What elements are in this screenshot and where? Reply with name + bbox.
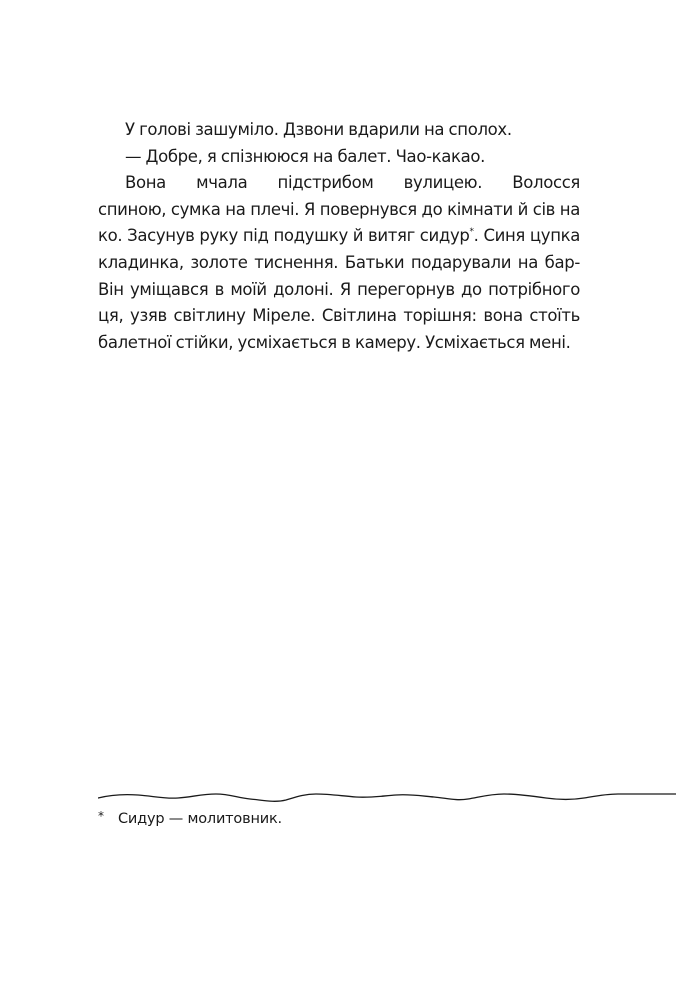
- footnote-wavy-divider: [98, 782, 676, 808]
- main-text: [98, 117, 580, 356]
- footnote: [98, 806, 282, 829]
- paragraph-3-line-1: Вона мчала підстрибом вулицею. Волосся: [125, 173, 580, 193]
- paragraph-3-line-7: балетної стійки, усміхається в камеру. Усміхається мені.: [98, 332, 571, 352]
- paragraph-3-line-5: Він уміщався в моїй долоні. Я перегорнув до потрібного: [98, 279, 580, 299]
- line-3-text-before: ко. Засунув руку під подушку й витяг сидур: [98, 226, 470, 246]
- line-3-text-after: . Синя цупка: [473, 226, 580, 246]
- paragraph-3-line-3: [98, 223, 580, 250]
- footnote-reference-mark: *: [469, 227, 474, 238]
- footnote-mark: *: [98, 809, 104, 823]
- footnote-text: Сидур — молитовник.: [118, 811, 282, 827]
- paragraph-1: У голові зашуміло. Дзвони вдарили на сполох.: [125, 120, 512, 139]
- paragraph-3-line-6: ця, узяв світлину Міреле. Світлина торішня: вона стоїть: [98, 306, 580, 326]
- paragraph-3-line-2: спиною, сумка на плечі. Я повернувся до кімнати й сів на: [98, 199, 580, 219]
- paragraph-3-line-4: кладинка, золоте тиснення. Батьки подарували на бар-: [98, 252, 580, 272]
- paragraph-2-dialogue: — Добре, я спізнююся на балет. Чао-какао.: [125, 146, 486, 166]
